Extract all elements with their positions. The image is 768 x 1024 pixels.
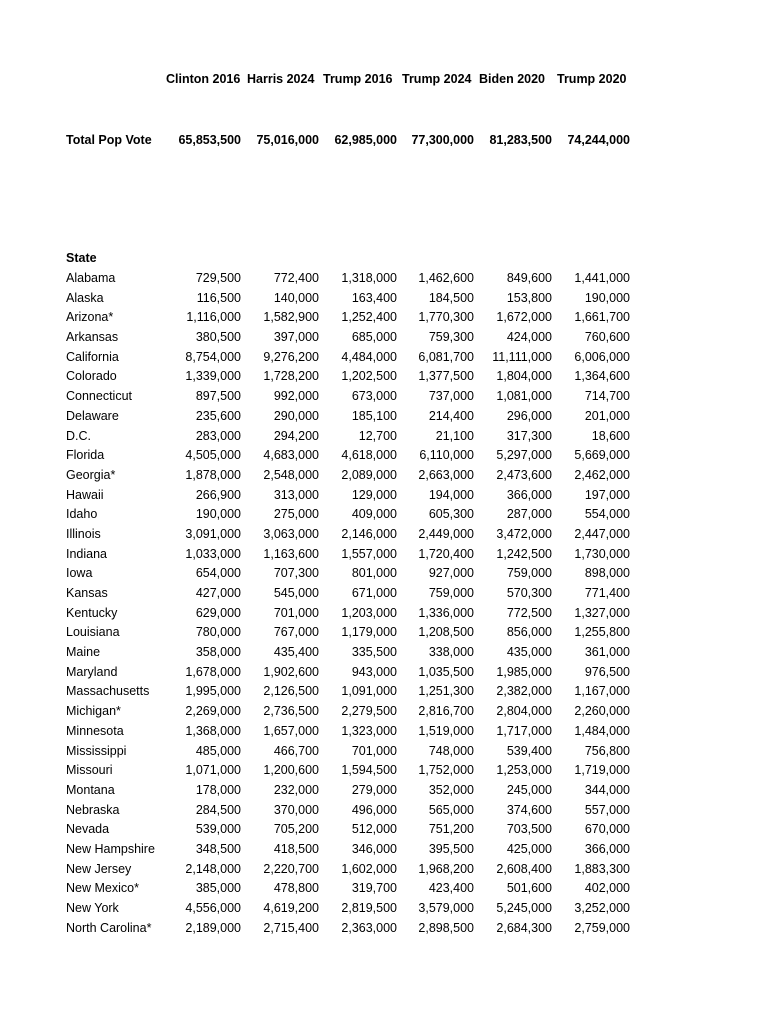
vote-cell[interactable]: 395,500	[428, 841, 474, 856]
vote-cell[interactable]: 335,500	[351, 645, 397, 660]
vote-cell[interactable]: 435,400	[273, 645, 319, 660]
state-name-cell[interactable]: Michigan*	[66, 704, 121, 719]
vote-cell[interactable]: 1,661,700	[574, 310, 630, 325]
column-header-trump-2020[interactable]: Trump 2020	[557, 72, 627, 86]
vote-cell[interactable]: 245,000	[506, 782, 552, 797]
total-pop-vote-label[interactable]: Total Pop Vote	[66, 133, 152, 147]
vote-cell[interactable]: 185,100	[351, 408, 397, 423]
state-name-cell[interactable]: New York	[66, 901, 119, 915]
vote-cell[interactable]: 496,000	[351, 802, 397, 817]
vote-cell[interactable]: 703,500	[506, 822, 552, 837]
vote-cell[interactable]: 116,500	[196, 290, 241, 305]
vote-cell[interactable]: 201,000	[584, 408, 630, 423]
total-clinton-2016[interactable]: 65,853,500	[178, 133, 241, 147]
vote-cell[interactable]: 2,148,000	[185, 861, 241, 876]
vote-cell[interactable]: 402,000	[584, 881, 630, 896]
vote-cell[interactable]: 4,556,000	[185, 901, 241, 915]
vote-cell[interactable]: 361,000	[584, 645, 630, 660]
vote-cell[interactable]: 1,484,000	[574, 723, 630, 738]
vote-cell[interactable]: 418,500	[273, 841, 319, 856]
vote-cell[interactable]: 279,000	[351, 782, 397, 797]
vote-cell[interactable]: 707,300	[273, 566, 319, 581]
vote-cell[interactable]: 1,730,000	[574, 546, 630, 561]
vote-cell[interactable]: 2,189,000	[185, 920, 241, 935]
vote-cell[interactable]: 4,619,200	[263, 901, 319, 915]
table-row	[0, 665, 768, 685]
vote-cell[interactable]: 2,269,000	[185, 704, 241, 719]
vote-cell[interactable]: 5,245,000	[496, 901, 552, 915]
table-row	[0, 921, 768, 941]
table-row	[0, 763, 768, 783]
vote-cell[interactable]: 1,200,600	[263, 763, 319, 778]
state-name-cell[interactable]: Colorado	[66, 369, 117, 384]
vote-cell[interactable]: 1,081,000	[496, 389, 552, 404]
vote-cell[interactable]: 424,000	[506, 330, 552, 345]
vote-cell[interactable]: 348,500	[195, 841, 241, 856]
column-header-trump-2016[interactable]: Trump 2016	[323, 72, 393, 86]
vote-cell[interactable]: 1,255,800	[574, 625, 630, 640]
vote-cell[interactable]: 358,000	[195, 645, 241, 660]
vote-cell[interactable]: 4,618,000	[341, 448, 397, 463]
vote-cell[interactable]: 8,754,000	[185, 349, 241, 364]
table-row	[0, 310, 768, 330]
state-name-cell[interactable]: Mississippi	[66, 743, 127, 758]
vote-cell[interactable]: 2,548,000	[263, 467, 319, 482]
vote-cell[interactable]: 1,441,000	[574, 271, 630, 285]
table-row	[0, 822, 768, 842]
state-name-cell[interactable]: Minnesota	[66, 723, 124, 738]
vote-cell[interactable]: 1,657,000	[263, 723, 319, 738]
table-row	[0, 625, 768, 645]
vote-cell[interactable]: 1,717,000	[496, 723, 552, 738]
table-row	[0, 566, 768, 586]
vote-cell[interactable]: 214,400	[428, 408, 474, 423]
vote-cell[interactable]: 275,000	[273, 507, 319, 522]
table-row	[0, 468, 768, 488]
vote-cell[interactable]: 4,683,000	[263, 448, 319, 463]
table-row	[0, 684, 768, 704]
vote-cell[interactable]: 3,063,000	[263, 526, 319, 541]
state-name-cell[interactable]: Maine	[66, 645, 101, 660]
table-row	[0, 744, 768, 764]
vote-cell[interactable]: 129,000	[351, 487, 397, 502]
table-row	[0, 862, 768, 882]
state-name-cell[interactable]: New Jersey	[66, 861, 132, 876]
vote-cell[interactable]: 2,608,400	[496, 861, 552, 876]
vote-cell[interactable]: 319,700	[351, 881, 397, 896]
vote-cell[interactable]: 701,000	[273, 605, 319, 620]
vote-cell[interactable]: 466,700	[273, 743, 319, 758]
state-name-cell[interactable]: Montana	[66, 782, 115, 797]
vote-cell[interactable]: 1,985,000	[496, 664, 552, 679]
vote-cell[interactable]: 283,000	[195, 428, 241, 443]
vote-cell[interactable]: 12,700	[358, 428, 397, 443]
vote-cell[interactable]: 346,000	[351, 841, 397, 856]
table-row	[0, 389, 768, 409]
vote-cell[interactable]: 1,678,000	[185, 664, 241, 679]
vote-cell[interactable]: 194,000	[428, 487, 474, 502]
vote-cell[interactable]: 554,000	[584, 507, 630, 522]
state-name-cell[interactable]: Arkansas	[66, 330, 119, 345]
vote-cell[interactable]: 1,202,500	[341, 369, 397, 384]
vote-cell[interactable]: 294,200	[273, 428, 319, 443]
vote-cell[interactable]: 485,000	[195, 743, 241, 758]
state-name-cell[interactable]: New Mexico*	[66, 881, 139, 896]
vote-cell[interactable]: 1,203,000	[341, 605, 397, 620]
state-name-cell[interactable]: New Hampshire	[66, 841, 155, 856]
vote-cell[interactable]: 760,600	[584, 330, 630, 345]
vote-cell[interactable]: 1,251,300	[418, 684, 474, 699]
table-row	[0, 527, 768, 547]
state-name-cell[interactable]: Louisiana	[66, 625, 120, 640]
vote-cell[interactable]: 1,728,200	[263, 369, 319, 384]
state-name-cell[interactable]: Georgia*	[66, 467, 116, 482]
vote-cell[interactable]: 1,242,500	[496, 546, 552, 561]
column-header-trump-2024[interactable]: Trump 2024	[402, 72, 472, 86]
vote-cell[interactable]: 772,500	[506, 605, 552, 620]
vote-cell[interactable]: 1,336,000	[418, 605, 474, 620]
vote-cell[interactable]: 338,000	[428, 645, 474, 660]
state-name-cell[interactable]: Illinois	[66, 526, 101, 541]
state-name-cell[interactable]: Kentucky	[66, 605, 118, 620]
table-row	[0, 330, 768, 350]
vote-cell[interactable]: 18,600	[591, 428, 630, 443]
table-row	[0, 409, 768, 429]
vote-cell[interactable]: 1,364,600	[574, 369, 630, 384]
vote-cell[interactable]: 557,000	[584, 802, 630, 817]
state-name-cell[interactable]: Maryland	[66, 664, 118, 679]
vote-cell[interactable]: 2,363,000	[341, 920, 397, 935]
vote-cell[interactable]: 565,000	[428, 802, 474, 817]
vote-cell[interactable]: 856,000	[506, 625, 552, 640]
state-name-cell[interactable]: Massachusetts	[66, 684, 150, 699]
vote-cell[interactable]: 1,253,000	[496, 763, 552, 778]
vote-cell[interactable]: 1,033,000	[185, 546, 241, 561]
vote-cell[interactable]: 605,300	[428, 507, 474, 522]
total-trump-2016[interactable]: 62,985,000	[334, 133, 397, 147]
vote-cell[interactable]: 140,000	[273, 290, 319, 305]
vote-cell[interactable]: 2,279,500	[341, 704, 397, 719]
vote-cell[interactable]: 423,400	[428, 881, 474, 896]
vote-cell[interactable]: 2,898,500	[418, 920, 474, 935]
vote-cell[interactable]: 1,594,500	[341, 763, 397, 778]
vote-cell[interactable]: 11,111,000	[492, 349, 552, 364]
vote-cell[interactable]: 539,000	[195, 822, 241, 837]
state-name-cell[interactable]: Nevada	[66, 822, 110, 837]
vote-cell[interactable]: 296,000	[506, 408, 552, 423]
table-row	[0, 547, 768, 567]
vote-cell[interactable]: 2,462,000	[574, 467, 630, 482]
vote-cell[interactable]: 21,100	[435, 428, 474, 443]
vote-cell[interactable]: 772,400	[273, 271, 319, 285]
vote-cell[interactable]: 184,500	[428, 290, 474, 305]
vote-cell[interactable]: 1,339,000	[185, 369, 241, 384]
vote-cell[interactable]: 501,600	[506, 881, 552, 896]
vote-cell[interactable]: 2,759,000	[574, 920, 630, 935]
vote-cell[interactable]: 1,318,000	[341, 271, 397, 285]
table-row	[0, 704, 768, 724]
vote-cell[interactable]: 1,327,000	[574, 605, 630, 620]
vote-cell[interactable]: 1,462,600	[418, 271, 474, 285]
vote-cell[interactable]: 427,000	[195, 586, 241, 600]
vote-cell[interactable]: 317,300	[506, 428, 552, 443]
vote-cell[interactable]: 539,400	[506, 743, 552, 758]
vote-cell[interactable]: 1,179,000	[341, 625, 397, 640]
vote-cell[interactable]: 2,715,400	[263, 920, 319, 935]
vote-cell[interactable]: 751,200	[428, 822, 474, 837]
vote-cell[interactable]: 2,220,700	[263, 861, 319, 876]
state-name-cell[interactable]: Kansas	[66, 586, 108, 600]
table-row	[0, 645, 768, 665]
vote-cell[interactable]: 2,816,700	[418, 704, 474, 719]
table-row	[0, 271, 768, 291]
vote-cell[interactable]: 759,000	[506, 566, 552, 581]
vote-cell[interactable]: 748,000	[428, 743, 474, 758]
vote-cell[interactable]: 1,377,500	[418, 369, 474, 384]
vote-cell[interactable]: 759,300	[428, 330, 474, 345]
table-row	[0, 291, 768, 311]
vote-cell[interactable]: 3,579,000	[418, 901, 474, 915]
vote-cell[interactable]: 654,000	[195, 566, 241, 581]
vote-cell[interactable]: 5,669,000	[574, 448, 630, 463]
column-header-clinton-2016[interactable]: Clinton 2016	[166, 72, 241, 86]
vote-cell[interactable]: 2,260,000	[574, 704, 630, 719]
vote-cell[interactable]: 6,006,000	[574, 349, 630, 364]
column-header-harris-2024[interactable]: Harris 2024	[247, 72, 315, 86]
vote-cell[interactable]: 235,600	[195, 408, 241, 423]
state-name-cell[interactable]: Florida	[66, 448, 105, 463]
state-name-cell[interactable]: Alaska	[66, 290, 104, 305]
vote-cell[interactable]: 849,600	[506, 271, 552, 285]
vote-cell[interactable]: 197,000	[584, 487, 630, 502]
table-row	[0, 586, 768, 606]
vote-cell[interactable]: 1,167,000	[574, 684, 630, 699]
vote-cell[interactable]: 2,089,000	[341, 467, 397, 482]
vote-cell[interactable]: 801,000	[351, 566, 397, 581]
vote-cell[interactable]: 232,000	[273, 782, 319, 797]
vote-cell[interactable]: 2,447,000	[574, 526, 630, 541]
vote-cell[interactable]: 1,878,000	[185, 467, 241, 482]
table-row	[0, 881, 768, 901]
vote-cell[interactable]: 1,252,400	[341, 310, 397, 325]
vote-cell[interactable]: 729,500	[195, 271, 241, 285]
vote-cell[interactable]: 2,684,300	[496, 920, 552, 935]
vote-cell[interactable]: 2,473,600	[496, 467, 552, 482]
vote-cell[interactable]: 478,800	[273, 881, 319, 896]
vote-cell[interactable]: 190,000	[584, 290, 630, 305]
vote-cell[interactable]: 2,146,000	[341, 526, 397, 541]
vote-cell[interactable]: 153,800	[506, 290, 552, 305]
vote-cell[interactable]: 771,400	[584, 586, 630, 600]
vote-cell[interactable]: 992,000	[273, 389, 319, 404]
vote-cell[interactable]: 629,000	[195, 605, 241, 620]
vote-cell[interactable]: 976,500	[584, 664, 630, 679]
table-row	[0, 842, 768, 862]
vote-cell[interactable]: 4,505,000	[185, 448, 241, 463]
vote-cell[interactable]: 1,602,000	[341, 861, 397, 876]
table-row	[0, 507, 768, 527]
vote-cell[interactable]: 756,800	[584, 743, 630, 758]
total-trump-2024[interactable]: 77,300,000	[411, 133, 474, 147]
table-row	[0, 429, 768, 449]
table-row	[0, 901, 768, 921]
vote-cell[interactable]: 370,000	[273, 802, 319, 817]
vote-cell[interactable]: 397,000	[273, 330, 319, 345]
vote-cell[interactable]: 685,000	[351, 330, 397, 345]
state-name-cell[interactable]: Iowa	[66, 566, 93, 581]
vote-cell[interactable]: 1,368,000	[185, 723, 241, 738]
state-name-cell[interactable]: D.C.	[66, 428, 91, 443]
vote-cell[interactable]: 767,000	[273, 625, 319, 640]
state-name-cell[interactable]: North Carolina*	[66, 920, 152, 935]
state-name-cell[interactable]: Nebraska	[66, 802, 120, 817]
vote-cell[interactable]: 190,000	[195, 507, 241, 522]
vote-cell[interactable]: 1,323,000	[341, 723, 397, 738]
vote-cell[interactable]: 374,600	[506, 802, 552, 817]
vote-cell[interactable]: 344,000	[584, 782, 630, 797]
vote-cell[interactable]: 3,472,000	[496, 526, 552, 541]
vote-cell[interactable]: 1,071,000	[185, 763, 241, 778]
vote-cell[interactable]: 714,700	[584, 389, 630, 404]
vote-cell[interactable]: 352,000	[428, 782, 474, 797]
vote-cell[interactable]: 701,000	[351, 743, 397, 758]
vote-cell[interactable]: 1,902,600	[263, 664, 319, 679]
vote-cell[interactable]: 2,804,000	[496, 704, 552, 719]
vote-cell[interactable]: 5,297,000	[496, 448, 552, 463]
vote-cell[interactable]: 1,804,000	[496, 369, 552, 384]
vote-cell[interactable]: 670,000	[584, 822, 630, 837]
vote-cell[interactable]: 570,300	[506, 586, 552, 600]
state-name-cell[interactable]: California	[66, 349, 119, 364]
vote-cell[interactable]: 1,720,400	[418, 546, 474, 561]
vote-cell[interactable]: 512,000	[351, 822, 397, 837]
vote-cell[interactable]: 1,091,000	[341, 684, 397, 699]
total-trump-2020[interactable]: 74,244,000	[567, 133, 630, 147]
vote-cell[interactable]: 1,752,000	[418, 763, 474, 778]
state-name-cell[interactable]: Missouri	[66, 763, 113, 778]
vote-cell[interactable]: 943,000	[351, 664, 397, 679]
table-row	[0, 803, 768, 823]
table-row	[0, 724, 768, 744]
state-name-cell[interactable]: Idaho	[66, 507, 98, 522]
vote-cell[interactable]: 409,000	[351, 507, 397, 522]
vote-cell[interactable]: 287,000	[506, 507, 552, 522]
table-row	[0, 783, 768, 803]
state-column-header[interactable]: State	[66, 251, 97, 265]
state-name-cell[interactable]: Indiana	[66, 546, 108, 561]
vote-cell[interactable]: 1,557,000	[341, 546, 397, 561]
vote-cell[interactable]: 1,163,600	[263, 546, 319, 561]
vote-cell[interactable]: 9,276,200	[263, 349, 319, 364]
state-name-cell[interactable]: Connecticut	[66, 389, 133, 404]
table-row	[0, 369, 768, 389]
vote-cell[interactable]: 6,110,000	[419, 448, 474, 463]
vote-cell[interactable]: 3,091,000	[185, 526, 241, 541]
vote-cell[interactable]: 2,449,000	[418, 526, 474, 541]
vote-cell[interactable]: 2,126,500	[263, 684, 319, 699]
vote-cell[interactable]: 1,519,000	[418, 723, 474, 738]
vote-cell[interactable]: 1,995,000	[185, 684, 241, 699]
total-harris-2024[interactable]: 75,016,000	[256, 133, 319, 147]
table-row	[0, 448, 768, 468]
vote-cell[interactable]: 1,035,500	[418, 664, 474, 679]
state-name-cell[interactable]: Alabama	[66, 271, 116, 285]
vote-cell[interactable]: 705,200	[273, 822, 319, 837]
vote-cell[interactable]: 927,000	[428, 566, 474, 581]
vote-cell[interactable]: 1,719,000	[574, 763, 630, 778]
vote-cell[interactable]: 737,000	[428, 389, 474, 404]
vote-cell[interactable]: 1,582,900	[263, 310, 319, 325]
vote-cell[interactable]: 385,000	[195, 881, 241, 896]
vote-cell[interactable]: 4,484,000	[341, 349, 397, 364]
state-name-cell[interactable]: Delaware	[66, 408, 119, 423]
vote-cell[interactable]: 425,000	[506, 841, 552, 856]
total-biden-2020[interactable]: 81,283,500	[489, 133, 552, 147]
table-row	[0, 350, 768, 370]
vote-cell[interactable]: 366,000	[506, 487, 552, 502]
vote-cell[interactable]: 1,672,000	[496, 310, 552, 325]
vote-cell[interactable]: 2,663,000	[418, 467, 474, 482]
table-row	[0, 606, 768, 626]
vote-cell[interactable]: 163,400	[351, 290, 397, 305]
column-header-biden-2020[interactable]: Biden 2020	[479, 72, 546, 86]
vote-cell[interactable]: 290,000	[273, 408, 319, 423]
vote-cell[interactable]: 3,252,000	[574, 901, 630, 915]
vote-cell[interactable]: 2,736,500	[263, 704, 319, 719]
vote-cell[interactable]: 898,000	[584, 566, 630, 581]
vote-cell[interactable]: 545,000	[273, 586, 319, 600]
vote-cell[interactable]: 284,500	[195, 802, 241, 817]
vote-cell[interactable]: 2,382,000	[496, 684, 552, 699]
vote-cell[interactable]: 1,883,300	[574, 861, 630, 876]
state-name-cell[interactable]: Hawaii	[66, 487, 104, 502]
table-row	[0, 488, 768, 508]
vote-cell[interactable]: 671,000	[351, 586, 397, 600]
vote-cell[interactable]: 759,000	[428, 586, 474, 600]
vote-cell[interactable]: 266,900	[195, 487, 241, 502]
vote-cell[interactable]: 780,000	[195, 625, 241, 640]
vote-cell[interactable]: 178,000	[195, 782, 241, 797]
vote-cell[interactable]: 366,000	[584, 841, 630, 856]
vote-cell[interactable]: 673,000	[351, 389, 397, 404]
vote-cell[interactable]: 2,819,500	[341, 901, 397, 915]
vote-cell[interactable]: 435,000	[506, 645, 552, 660]
vote-cell[interactable]: 1,968,200	[418, 861, 474, 876]
vote-cell[interactable]: 897,500	[195, 389, 241, 404]
vote-cell[interactable]: 380,500	[195, 330, 241, 345]
vote-cell[interactable]: 1,770,300	[418, 310, 474, 325]
vote-cell[interactable]: 313,000	[273, 487, 319, 502]
vote-cell[interactable]: 6,081,700	[418, 349, 474, 364]
vote-cell[interactable]: 1,116,000	[186, 310, 241, 325]
state-rows	[0, 271, 768, 940]
vote-cell[interactable]: 1,208,500	[418, 625, 474, 640]
state-name-cell[interactable]: Arizona*	[66, 310, 114, 325]
